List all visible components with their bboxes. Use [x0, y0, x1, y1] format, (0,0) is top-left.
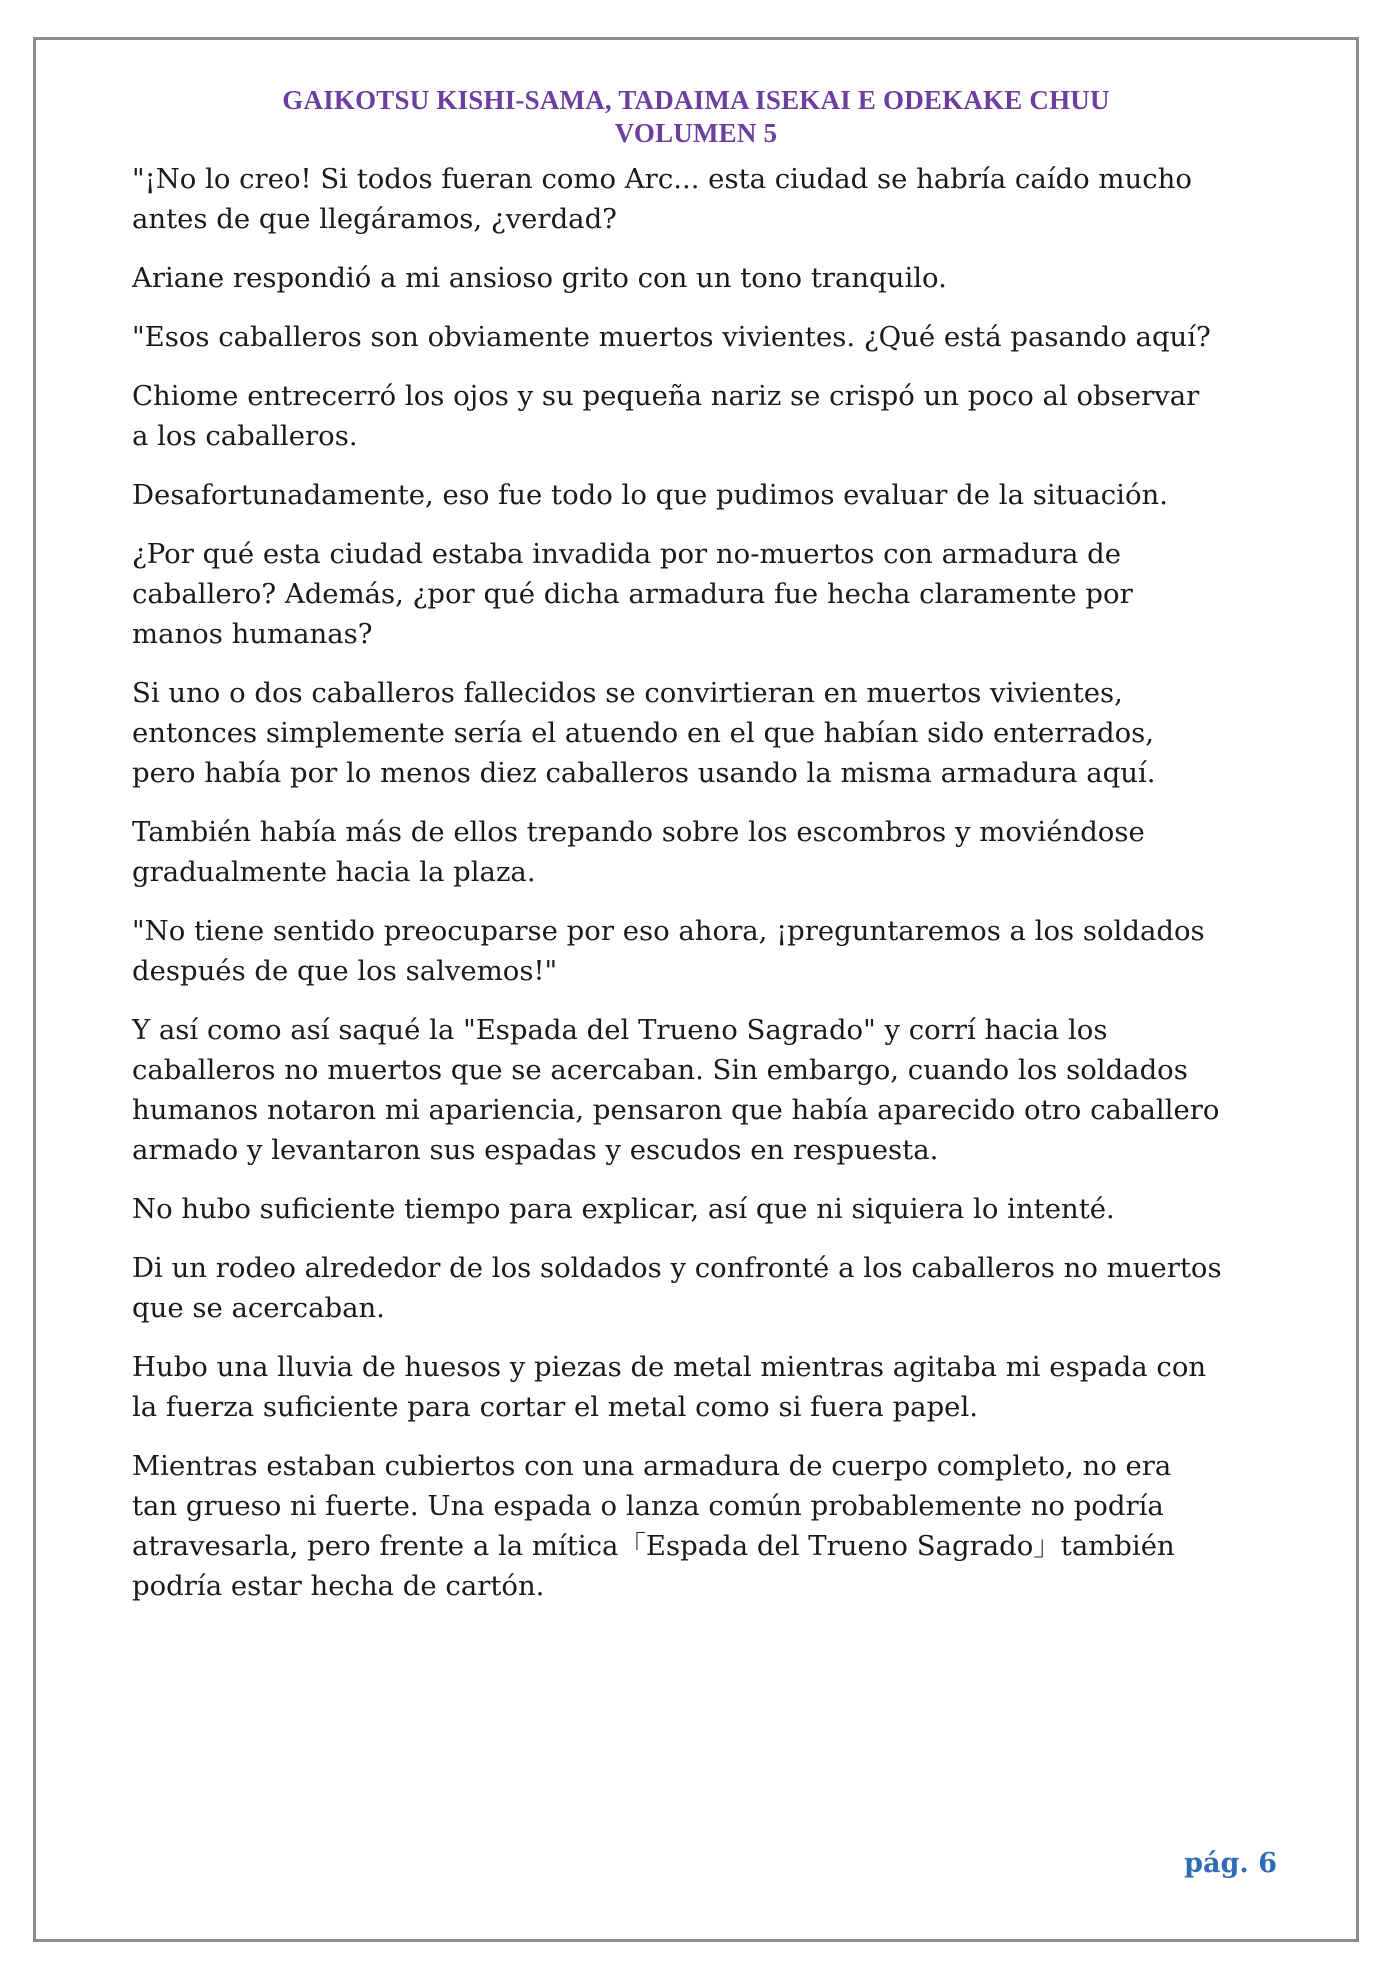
paragraph: Desafortunadamente, eso fue todo lo que pudimos evaluar de la situación. [132, 479, 1168, 511]
paragraph: Chiome entrecerró los ojos y su pequeña nariz se crispó un poco al observar a los caballeros. [132, 380, 1200, 452]
volume-title: VOLUMEN 5 [614, 118, 778, 148]
paragraph: Mientras estaban cubiertos con una armadura de cuerpo completo, no era tan grueso ni fuerte. Una espada o lanza común probablemente no podría atravesarla, pero frente a la mítica「Espada del Trueno Sagrado」también podría estar hecha de cartón. [132, 1450, 1175, 1602]
page-number: pág. 6 [1184, 1848, 1277, 1879]
paragraph: Y así como así saqué la "Espada del Trueno Sagrado" y corrí hacia los caballeros no muertos que se acercaban. Sin embargo, cuando los soldados humanos notaron mi apariencia, pensaron que había aparecido otro caballero armado y levantaron sus espadas y escudos en respuesta. [132, 1014, 1220, 1166]
document-header [36, 84, 1356, 150]
paragraph: Si uno o dos caballeros fallecidos se convirtieran en muertos vivientes, entonces simplemente sería el atuendo en el que habían sido enterrados, pero había por lo menos diez caballeros usando la misma armadura aquí. [132, 677, 1156, 789]
paragraph: No hubo suficiente tiempo para explicar, así que ni siquiera lo intenté. [132, 1193, 1115, 1225]
paragraph: "¡No lo creo! Si todos fueran como Arc... esta ciudad se habría caído mucho antes de que llegáramos, ¿verdad? [132, 163, 1192, 235]
paragraph: Di un rodeo alrededor de los soldados y confronté a los caballeros no muertos que se acercaban. [132, 1252, 1222, 1324]
paragraph: También había más de ellos trepando sobre los escombros y moviéndose gradualmente hacia la plaza. [132, 816, 1145, 888]
paragraph: "Esos caballeros son obviamente muertos vivientes. ¿Qué está pasando aquí? [132, 321, 1211, 353]
series-title: GAIKOTSU KISHI-SAMA, TADAIMA ISEKAI E ODEKAKE CHUU [282, 85, 1110, 115]
paragraph: ¿Por qué esta ciudad estaba invadida por no-muertos con armadura de caballero? Además, ¿por qué dicha armadura fue hecha claramente por manos humanas? [132, 538, 1133, 650]
body-text [132, 159, 1222, 1625]
paragraph: Ariane respondió a mi ansioso grito con un tono tranquilo. [132, 262, 947, 294]
paragraph: Hubo una lluvia de huesos y piezas de metal mientras agitaba mi espada con la fuerza suficiente para cortar el metal como si fuera papel. [132, 1351, 1207, 1423]
paragraph: "No tiene sentido preocuparse por eso ahora, ¡preguntaremos a los soldados después de que los salvemos!" [132, 915, 1205, 987]
